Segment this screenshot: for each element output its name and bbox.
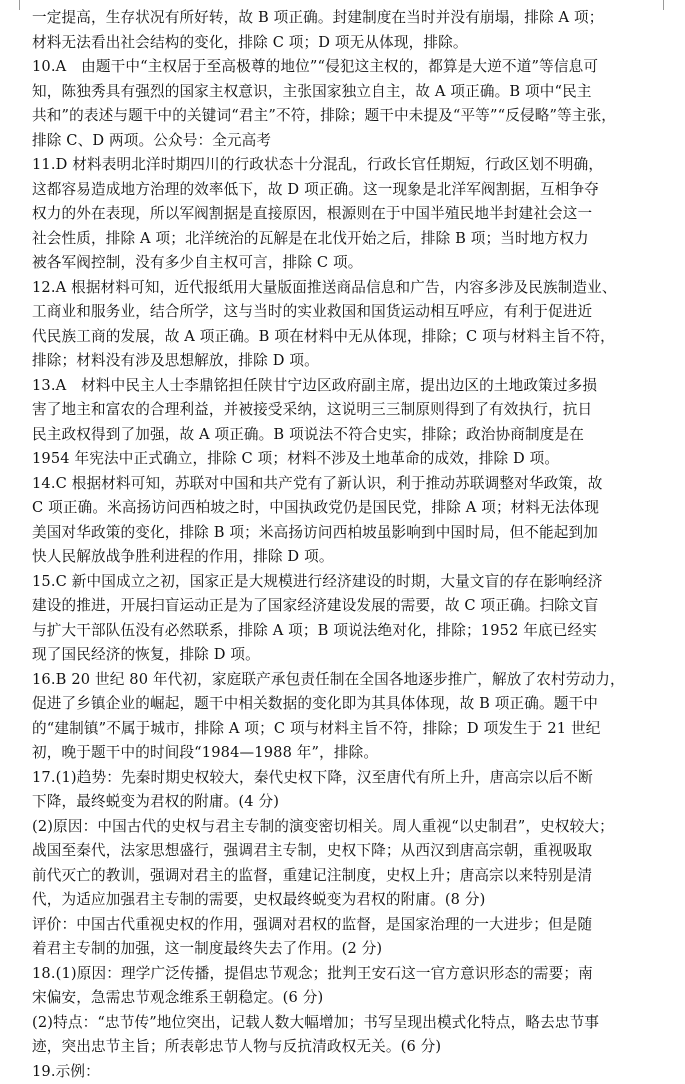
text-line: 14.C 根据材料可知，苏联对中国和共产党有了新认识，利于推动苏联调整对华政策，故 bbox=[32, 472, 660, 497]
text-line: 前代灭亡的教训，强调对君主的监督，重建记注制度，史权上升；唐高宗以来特别是清 bbox=[32, 864, 660, 889]
page-corner-mark-right bbox=[663, 0, 664, 10]
text-line: 与扩大干部队伍没有必然联系，排除 A 项；B 项说法绝对化，排除；1952 年底已经实 bbox=[32, 619, 660, 644]
text-line: 快人民解放战争胜利进程的作用，排除 D 项。 bbox=[32, 545, 660, 570]
text-line: 15.C 新中国成立之初，国家正是大规模进行经济建设的时期，大量文盲的存在影响经济 bbox=[32, 570, 660, 595]
text-line: 工商业和服务业，结合所学，这与当时的实业救国和国货运动相互呼应，有利于促进近 bbox=[32, 300, 660, 325]
text-line: 初，晚于题干中的时间段“1984—1988 年”，排除。 bbox=[32, 741, 660, 766]
text-line: C 项正确。米高扬访问西柏坡之时，中国执政党仍是国民党，排除 A 项；材料无法体现 bbox=[32, 496, 660, 521]
text-line: 12.A 根据材料可知，近代报纸用大量版面推送商品信息和广告，内容多涉及民族制造业、 bbox=[32, 276, 660, 301]
text-line: 宋偏安，急需忠节观念维系王朝稳定。(6 分) bbox=[32, 986, 660, 1011]
text-line: (2)原因：中国古代的史权与君主专制的演变密切相关。周人重视“以史制君”，史权较大； bbox=[32, 815, 660, 840]
text-line: 现了国民经济的恢复，排除 D 项。 bbox=[32, 643, 660, 668]
answer-text-body bbox=[32, 6, 660, 1084]
text-line: 11.D 材料表明北洋时期四川的行政状态十分混乱，行政长官任期短，行政区划不明确， bbox=[32, 153, 660, 178]
text-line: 被各军阀控制，没有多少自主权可言，排除 C 项。 bbox=[32, 251, 660, 276]
text-line: 民主政权得到了加强，故 A 项正确。B 项说法不符合史实，排除；政治协商制度是在 bbox=[32, 423, 660, 448]
text-line: 下降，最终蜕变为君权的附庸。(4 分) bbox=[32, 790, 660, 815]
text-line: 10.A 由题干中“主权居于至高极尊的地位”“侵犯这主权的，都算是大逆不道”等信息可 bbox=[32, 55, 660, 80]
text-line: 建设的推进，开展扫盲运动正是为了国家经济建设发展的需要，故 C 项正确。扫除文盲 bbox=[32, 594, 660, 619]
text-line: 排除 C、D 两项。公众号：全元高考 bbox=[32, 129, 660, 154]
page-corner-mark-left bbox=[19, 0, 20, 10]
text-line: 权力的外在表现，所以军阀割据是直接原因，根源则在于中国半殖民地半封建社会这一 bbox=[32, 202, 660, 227]
text-line: 这都容易造成地方治理的效率低下，故 D 项正确。这一现象是北洋军阀割据，互相争夺 bbox=[32, 178, 660, 203]
text-line: 共和”的表述与题干中的关键词“君主”不符，排除；题干中未提及“平等”“反侵略”等主张， bbox=[32, 104, 660, 129]
text-line: 评价：中国古代重视史权的作用，强调对君权的监督，是国家治理的一大进步；但是随 bbox=[32, 913, 660, 938]
text-line: 害了地主和富农的合理利益，并被接受采纳，这说明三三制原则得到了有效执行，抗日 bbox=[32, 398, 660, 423]
text-line: 知，陈独秀具有强烈的国家主权意识，主张国家独立自主，故 A 项正确。B 项中“民主 bbox=[32, 80, 660, 105]
text-line: 促进了乡镇企业的崛起，题干中相关数据的变化即为其具体体现，故 B 项正确。题干中 bbox=[32, 692, 660, 717]
text-line: 13.A 材料中民主人士李鼎铭担任陕甘宁边区政府副主席，提出边区的土地政策过多损 bbox=[32, 374, 660, 399]
text-line: 16.B 20 世纪 80 年代初，家庭联产承包责任制在全国各地逐步推广，解放了农村劳动力， bbox=[32, 668, 660, 693]
text-line: 排除；材料没有涉及思想解放，排除 D 项。 bbox=[32, 349, 660, 374]
text-line: 的“建制镇”不属于城市，排除 A 项；C 项与材料主旨不符，排除；D 项发生于 21 世纪 bbox=[32, 717, 660, 742]
text-line: 着君主专制的加强，这一制度最终失去了作用。(2 分) bbox=[32, 937, 660, 962]
text-line: (2)特点：“忠节传”地位突出，记载人数大幅增加；书写呈现出模式化特点，略去忠节事 bbox=[32, 1011, 660, 1036]
text-line: 迹，突出忠节主旨；所表彰忠节人物与反抗清政权无关。(6 分) bbox=[32, 1035, 660, 1060]
text-line: 代，为适应加强君主专制的需要，史权最终蜕变为君权的附庸。(8 分) bbox=[32, 888, 660, 913]
text-line: 1954 年宪法中正式确立，排除 C 项；材料不涉及土地革命的成效，排除 D 项。 bbox=[32, 447, 660, 472]
text-line: 战国至秦代，法家思想盛行，强调君主专制，史权下降；从西汉到唐高宗朝，重视吸取 bbox=[32, 839, 660, 864]
text-line: 17.(1)趋势：先秦时期史权较大，秦代史权下降，汉至唐代有所上升，唐高宗以后不断 bbox=[32, 766, 660, 791]
text-line: 一定提高，生存状况有所好转，故 B 项正确。封建制度在当时并没有崩塌，排除 A 项； bbox=[32, 6, 660, 31]
text-line: 代民族工商的发展，故 A 项正确。B 项在材料中无从体现，排除；C 项与材料主旨不符， bbox=[32, 325, 660, 350]
text-line: 社会性质，排除 A 项；北洋统治的瓦解是在北伐开始之后，排除 B 项；当时地方权力 bbox=[32, 227, 660, 252]
text-line: 18.(1)原因：理学广泛传播，提倡忠节观念；批判王安石这一官方意识形态的需要；南 bbox=[32, 962, 660, 987]
text-line: 19.示例： bbox=[32, 1060, 660, 1084]
text-line: 美国对华政策的变化，排除 B 项；米高扬访问西柏坡虽影响到中国时局，但不能起到加 bbox=[32, 521, 660, 546]
text-line: 材料无法看出社会结构的变化，排除 C 项；D 项无从体现，排除。 bbox=[32, 31, 660, 56]
